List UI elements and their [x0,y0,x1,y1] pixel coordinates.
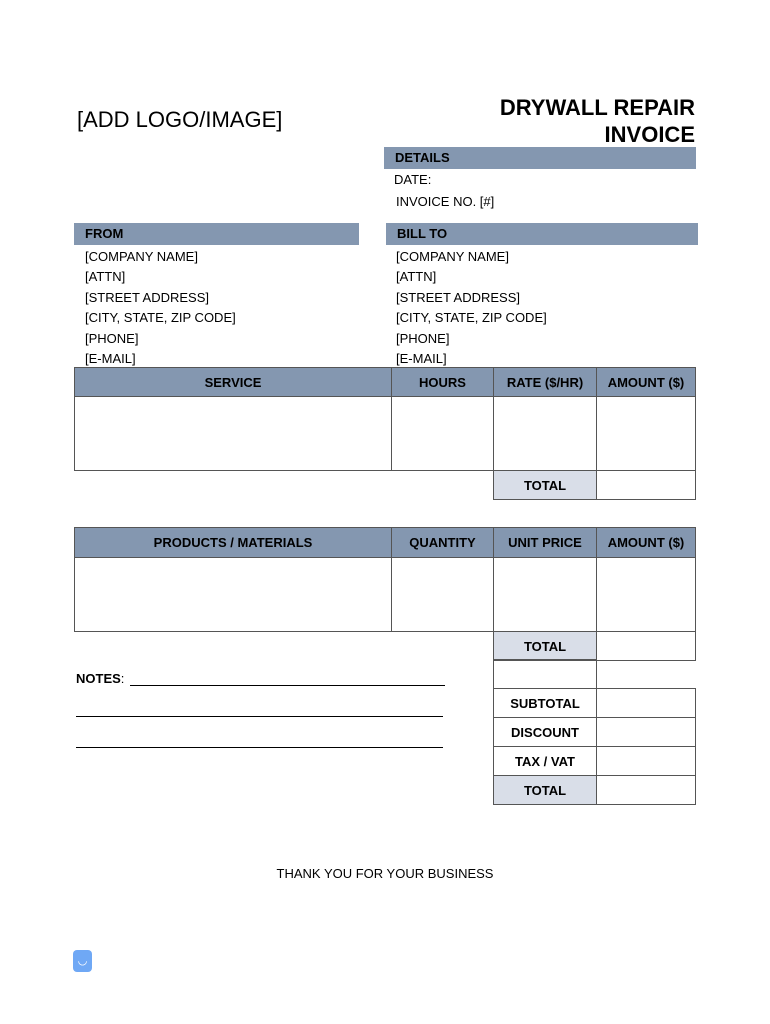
discount-value[interactable] [597,718,696,747]
service-description-cell[interactable] [75,397,392,471]
hours-column-header: HOURS [392,368,494,397]
summary-blank-row [494,660,696,689]
bill-to-heading: BILL TO [386,223,698,245]
product-unit-price-cell[interactable] [494,558,597,632]
grand-total-label: TOTAL [494,776,597,805]
service-rate-cell[interactable] [494,397,597,471]
service-total-value[interactable] [597,471,696,500]
products-column-header: PRODUCTS / MATERIALS [75,528,392,558]
products-total-value[interactable] [597,632,696,661]
notes-label-group [76,671,124,686]
from-email: [E-MAIL] [85,350,136,366]
tax-row [494,747,696,776]
product-amount-cell[interactable] [597,558,696,632]
tax-label: TAX / VAT [494,747,597,776]
service-amount-cell[interactable] [597,397,696,471]
product-description-cell[interactable] [75,558,392,632]
service-header-row [75,368,696,397]
document-badge-icon[interactable]: ◡ [73,950,92,972]
grand-total-row [494,776,696,805]
summary-table [493,659,696,805]
products-amount-column-header: AMOUNT ($) [597,528,696,558]
products-table [74,527,696,661]
bill-to-city-state-zip: [CITY, STATE, ZIP CODE] [396,310,547,326]
products-total-label: TOTAL [494,632,597,661]
notes-line-3[interactable] [76,747,443,748]
from-street-address: [STREET ADDRESS] [85,289,210,305]
title-line-1: DRYWALL REPAIR [499,95,695,120]
from-address-block [85,247,236,369]
service-hours-cell[interactable] [392,397,494,471]
service-total-label: TOTAL [494,471,597,500]
bill-to-company-name: [COMPANY NAME] [396,249,509,264]
from-city-state-zip: [CITY, STATE, ZIP CODE] [85,310,236,326]
service-column-header: SERVICE [75,368,392,397]
notes-label: NOTES [76,671,121,686]
spacer-cell [75,632,392,661]
spacer-cell [597,660,696,689]
invoice-title [500,94,695,148]
service-entry-row [75,397,696,471]
products-entry-row [75,558,696,632]
logo-placeholder: [ADD LOGO/IMAGE] [77,107,283,132]
bill-to-phone: [PHONE] [396,330,450,346]
tax-value[interactable] [597,747,696,776]
subtotal-row [494,689,696,718]
subtotal-label: SUBTOTAL [494,689,597,718]
service-amount-column-header: AMOUNT ($) [597,368,696,397]
from-heading: FROM [74,223,359,245]
bill-to-street-address: [STREET ADDRESS] [396,289,521,305]
bill-to-email: [E-MAIL] [396,350,447,366]
notes-line-2[interactable] [76,716,443,717]
from-attn: [ATTN] [85,269,126,285]
bill-to-attn: [ATTN] [396,269,437,285]
spacer-cell [392,471,494,500]
quantity-column-header: QUANTITY [392,528,494,558]
subtotal-value[interactable] [597,689,696,718]
summary-blank-cell [494,660,597,689]
discount-label: DISCOUNT [494,718,597,747]
from-phone: [PHONE] [85,330,139,346]
invoice-number-label: INVOICE NO. [#] [396,194,495,209]
product-quantity-cell[interactable] [392,558,494,632]
service-total-row [75,471,696,500]
title-line-2: INVOICE [604,122,695,147]
unit-price-column-header: UNIT PRICE [494,528,597,558]
details-heading: DETAILS [384,147,696,169]
notes-line-1[interactable] [130,685,445,686]
grand-total-value[interactable] [597,776,696,805]
date-label: DATE: [394,172,432,187]
notes-colon: : [120,671,125,686]
bill-to-address-block [396,247,547,369]
spacer-cell [75,471,392,500]
products-total-row [75,632,696,661]
spacer-cell [392,632,494,661]
products-header-row [75,528,696,558]
thank-you-message: THANK YOU FOR YOUR BUSINESS [276,866,494,881]
discount-row [494,718,696,747]
service-table [74,367,696,500]
from-company-name: [COMPANY NAME] [85,249,198,264]
rate-column-header: RATE ($/HR) [494,368,597,397]
